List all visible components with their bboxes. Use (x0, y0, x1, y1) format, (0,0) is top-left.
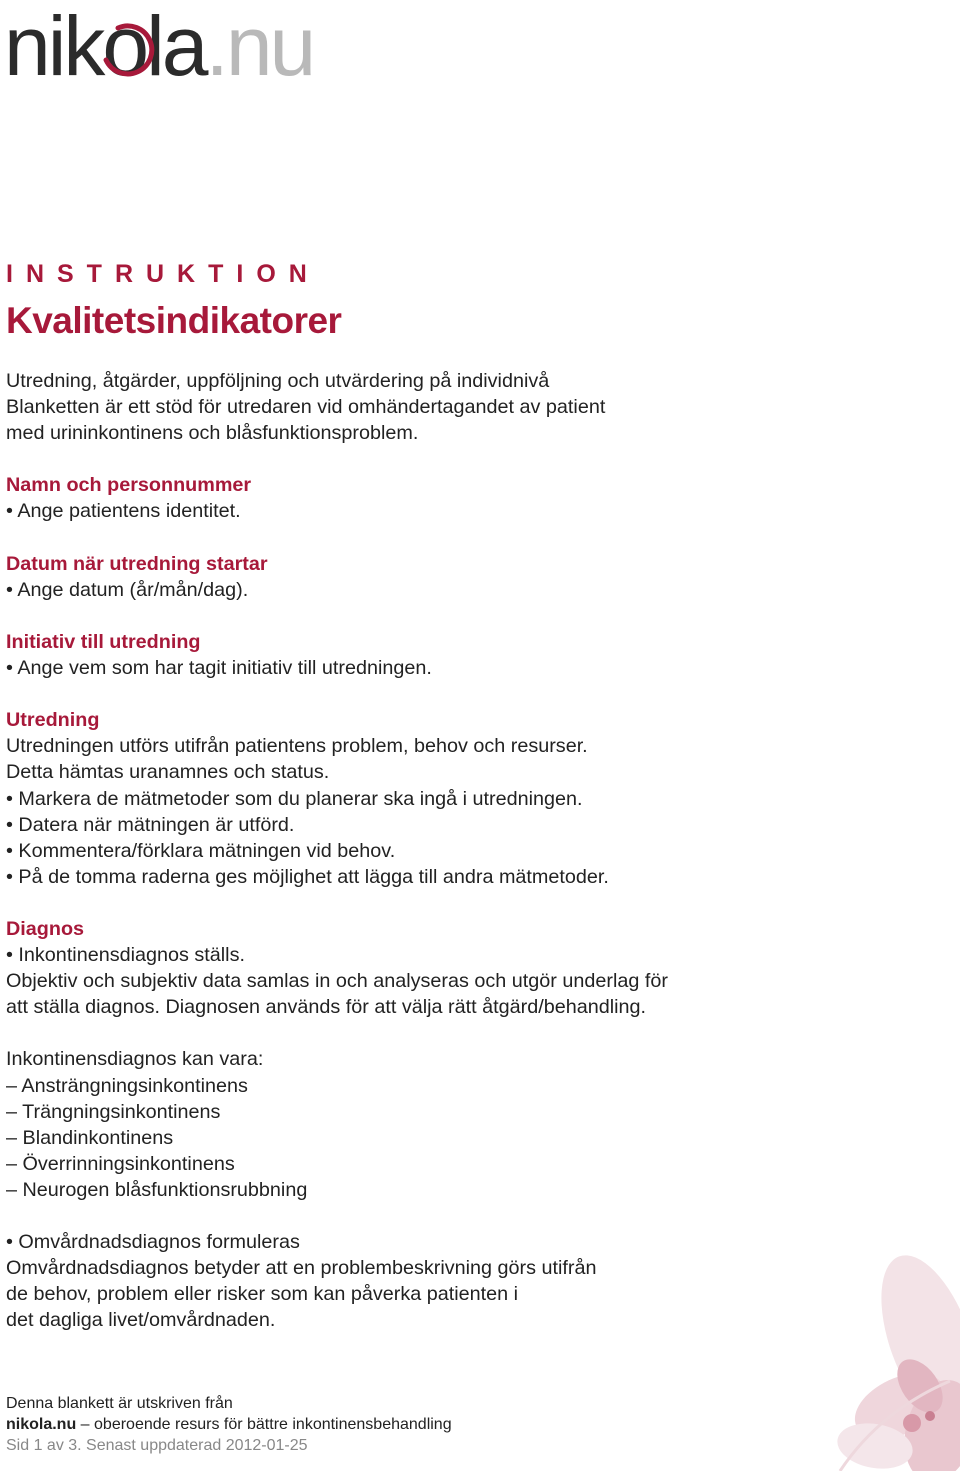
body-line: att ställa diagnos. Diagnosen används för att välja rätt åtgärd/behandling. (6, 996, 647, 1019)
dash-item: – Neurogen blåsfunktionsrubbning (6, 1177, 766, 1203)
section-heading: Utredning (6, 709, 100, 732)
page-title: Kvalitetsindikatorer (6, 300, 342, 341)
bullet-item: • På de tomma raderna ges möjlighet att lägga till andra mätmetoder. (6, 864, 766, 890)
bullet-item: • Omvårdnadsdiagnos formuleras (6, 1229, 766, 1255)
bullet-item: • Markera de mätmetoder som du planerar ska ingå i utredningen. (6, 786, 766, 812)
kicker-label: INSTRUKTION (6, 260, 320, 288)
flower-decoration-icon (780, 1191, 960, 1471)
bullet-item: • Ange datum (år/mån/dag). (6, 577, 766, 603)
footer-site-line (6, 1414, 452, 1435)
dash-item: – Överrinningsinkontinens (6, 1151, 766, 1177)
body-line: Utredningen utförs utifrån patientens problem, behov och resurser. (6, 735, 588, 758)
logo (4, 0, 313, 92)
footer-page-info: Sid 1 av 3. Senast uppdaterad 2012-01-25 (6, 1437, 308, 1454)
section-heading: Diagnos (6, 917, 85, 940)
logo-o-icon: o (102, 0, 146, 92)
logo-text-tld: .nu (205, 0, 314, 93)
logo-text-part1: nik (4, 0, 103, 93)
body-line: det dagliga livet/omvårdnaden. (6, 1309, 276, 1332)
intro-line: Utredning, åtgärder, uppföljning och utvärdering på individnivå (6, 370, 550, 392)
dash-item: – Trängningsinkontinens (6, 1099, 766, 1125)
body-line: Inkontinensdiagnos kan vara: (6, 1048, 264, 1071)
bullet-item: • Ange patientens identitet. (6, 498, 766, 524)
dash-item: – Blandinkontinens (6, 1125, 766, 1151)
bullet-item: • Inkontinensdiagnos ställs. (6, 942, 766, 968)
footer-tagline: – oberoende resurs för bättre inkontinensbehandling (76, 1416, 452, 1433)
section-heading: Datum när utredning startar (6, 552, 268, 575)
footer-printed-from: Denna blankett är utskriven från (6, 1395, 233, 1412)
intro-line: Blanketten är ett stöd för utredaren vid omhändertagandet av patient (6, 396, 606, 419)
dash-item: – Ansträngningsinkontinens (6, 1073, 766, 1099)
section-heading: Namn och personnummer (6, 474, 252, 497)
body-line: Omvårdnadsdiagnos betyder att en problembeskrivning görs utifrån (6, 1257, 597, 1280)
footer-site-link[interactable]: nikola.nu (6, 1416, 77, 1433)
body-line: Detta hämtas uranamnes och status. (6, 761, 330, 784)
bullet-item: • Ange vem som har tagit initiativ till utredningen. (6, 655, 766, 681)
bullet-item: • Datera när mätningen är utförd. (6, 812, 766, 838)
bullet-item: • Kommentera/förklara mätningen vid behov. (6, 838, 766, 864)
body-line: de behov, problem eller risker som kan påverka patienten i (6, 1283, 519, 1306)
footer (6, 1393, 452, 1456)
document-body (6, 368, 766, 1333)
body-line: Objektiv och subjektiv data samlas in och analyseras och utgör underlag för (6, 970, 668, 993)
intro-line: med urininkontinens och blåsfunktionsproblem. (6, 422, 419, 445)
section-heading: Initiativ till utredning (6, 630, 201, 653)
logo-text-part2: la (146, 0, 206, 93)
